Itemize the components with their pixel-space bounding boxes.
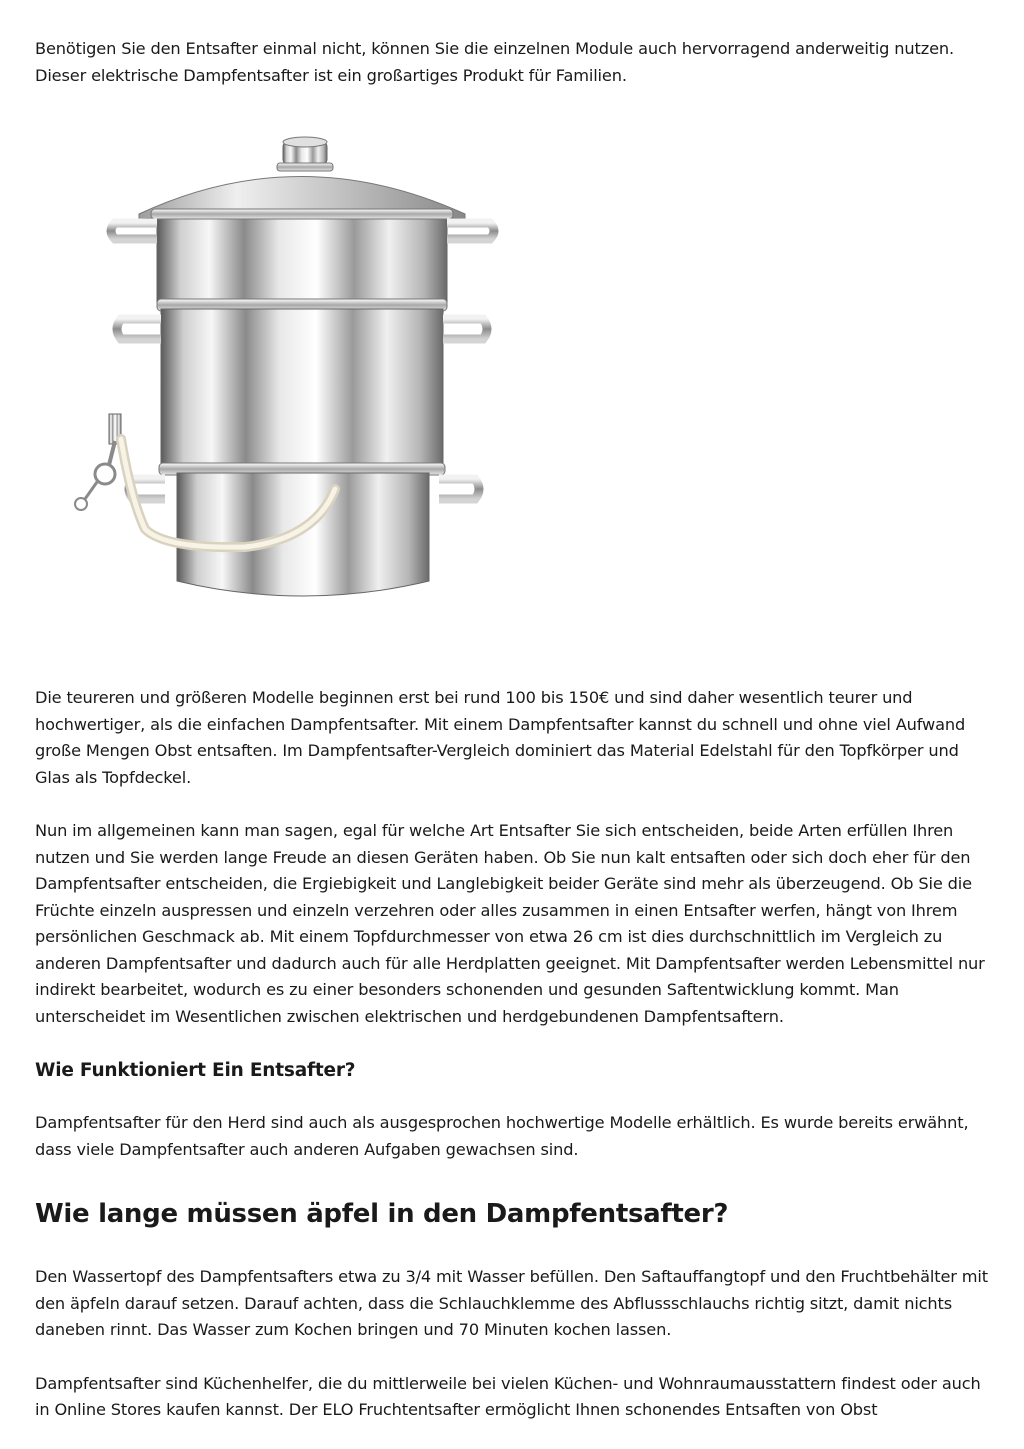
stove-paragraph: Dampfentsafter für den Herd sind auch als ausgesprochen hochwertige Modelle erhältlich. Es wurde bereits erwähnt, dass viele Dampfentsafter auch anderen Aufgaben gewachsen sind. xyxy=(35,1113,969,1159)
heading-how-long: Wie lange müssen äpfel in den Dampfentsafter? xyxy=(35,1199,729,1229)
steam-juicer-illustration xyxy=(35,119,565,654)
closing-paragraph: Dampfentsafter sind Küchenhelfer, die du mittlerweile bei vielen Küchen- und Wohnraumausstattern findest oder auch in Online Stores kaufen kannst. Der ELO Fruchtentsafter ermöglicht Ihnen schonendes Entsaften von Obst xyxy=(35,1373,981,1419)
intro-paragraph: Benötigen Sie den Entsafter einmal nicht, können Sie die einzelnen Module auch hervorragend anderweitig nutzen. Dieser elektrische Dampfentsafter ist ein großartiges Produkt für Familien. xyxy=(35,39,954,85)
instructions-paragraph: Den Wassertopf des Dampfentsafters etwa zu 3/4 mit Wasser befüllen. Den Saftauffangtopf und den Fruchtbehälter mit den äpfeln darauf setzen. Darauf achten, dass die Schlauchklemme des Abflussschlauchs richtig sitzt, damit nichts daneben rinnt. Das Wasser zum Kochen bringen und 70 Minuten kochen lassen. xyxy=(35,1267,988,1339)
heading-how-it-works: Wie Funktioniert Ein Entsafter? xyxy=(35,1060,356,1081)
steam-juicer-image xyxy=(35,119,565,654)
general-paragraph: Nun im allgemeinen kann man sagen, egal für welche Art Entsafter Sie sich entscheiden, beide Arten erfüllen Ihren nutzen und Sie werden lange Freude an diesen Geräten haben. Ob Sie nun kalt entsaften oder sich doch eher für den Dampfentsafter entscheiden, die Ergiebigkeit und Langlebigkeit beider Geräte sind mehr als überzeugend. Ob Sie die Früchte einzeln auspressen und einzeln verzehren oder alles zusammen in einen Entsafter werfen, hängt von Ihrem persönlichen Geschmack ab. Mit einem Topfdurchmesser von etwa 26 cm ist dies durchschnittlich im Vergleich zu anderen Dampfentsafter und dadurch auch für alle Herdplatten geeignet. Mit Dampfentsafter werden Lebensmittel nur indirekt bearbeitet, wodurch es zu einer besonders schonenden und gesunden Saftentwicklung kommt. Man unterscheidet im Wesentlichen zwischen elektrischen und herdgebundenen Dampfentsaftern. xyxy=(35,821,985,1026)
models-paragraph: Die teureren und größeren Modelle beginnen erst bei rund 100 bis 150€ und sind daher wesentlich teurer und hochwertiger, als die einfachen Dampfentsafter. Mit einem Dampfentsafter kannst du schnell und ohne viel Aufwand große Mengen Obst entsaften. Im Dampfentsafter-Vergleich dominiert das Material Edelstahl für den Topfkörper und Glas als Topfdeckel. xyxy=(35,688,966,787)
